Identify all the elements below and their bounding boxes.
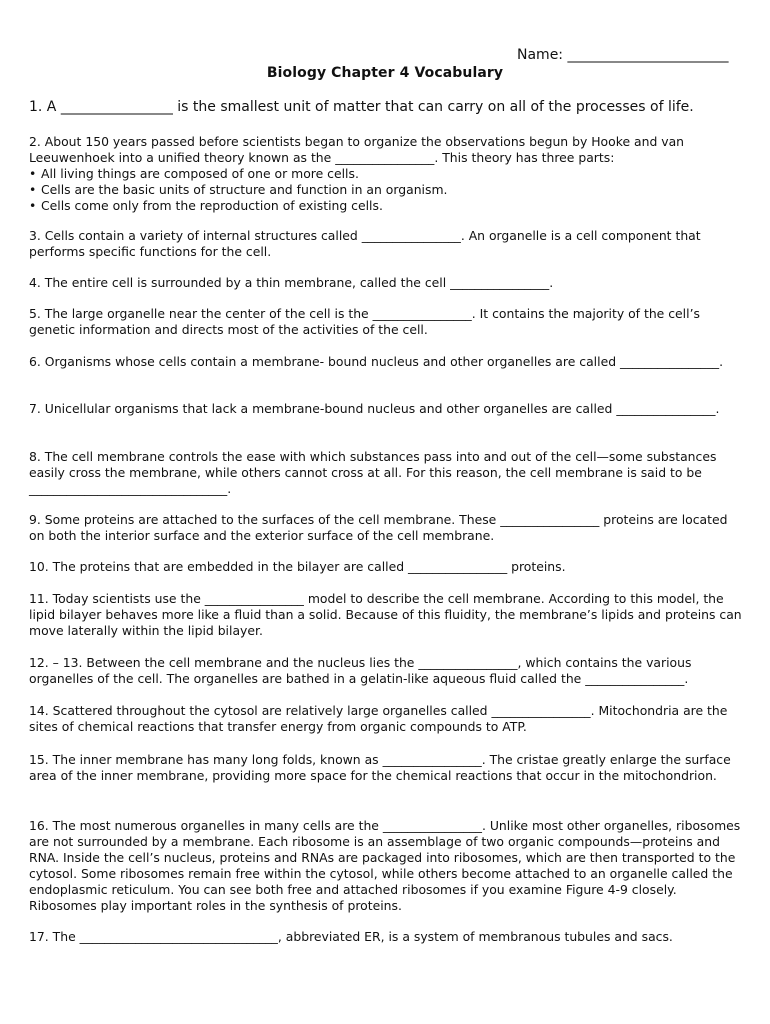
question-8: 8. The cell membrane controls the ease with which substances pass into and out of the cell—some substances easily cross the membrane, while others cannot cross at all. For this reason, the cell membrane is said to be ________________________________. <box>29 449 717 496</box>
question-2-bullets <box>29 166 745 214</box>
question-5: 5. The large organelle near the center of the cell is the ________________. It contains the majority of the cell’s genetic information and directs most of the activities of the cell. <box>29 306 700 337</box>
page-title: Biology Chapter 4 Vocabulary <box>266 65 504 81</box>
name-field-label: Name: _______________________ <box>517 47 729 63</box>
bullet-text: All living things are composed of one or more cells. <box>41 166 359 181</box>
question-14: 14. Scattered throughout the cytosol are relatively large organelles called ________________. Mitochondria are the sites of chemical reactions that transfer energy from organic compounds to ATP. <box>29 703 728 734</box>
question-9: 9. Some proteins are attached to the surfaces of the cell membrane. These ________________ proteins are located on both the interior surface and the exterior surface of the cell membrane. <box>29 512 728 543</box>
bullet-text: Cells come only from the reproduction of existing cells. <box>41 198 383 213</box>
question-16: 16. The most numerous organelles in many cells are the ________________. Unlike most other organelles, ribosomes are not surrounded by a membrane. Each ribosome is an assemblage of two organic compounds—proteins and RNA. Inside the cell’s nucleus, proteins and RNAs are packaged into ribosomes, which are then transported to the cytosol. Some ribosomes remain free within the cytosol, while others become attached to an organelle called the endoplasmic reticulum. You can see both free and attached ribosomes if you examine Figure 4-9 closely. Ribosomes play important roles in the synthesis of proteins. <box>29 818 741 913</box>
question-2-text: 2. About 150 years passed before scientists began to organize the observations begun by Hooke and van Leeuwenhoek into a unified theory known as the ________________. This theory has three parts: <box>29 134 685 165</box>
question-7: 7. Unicellular organisms that lack a membrane-bound nucleus and other organelles are called ________________. <box>29 401 720 416</box>
bullet-item <box>29 166 745 182</box>
question-4: 4. The entire cell is surrounded by a thin membrane, called the cell ________________. <box>29 275 554 290</box>
question-1: 1. A ________________ is the smallest unit of matter that can carry on all of the processes of life. <box>29 99 694 115</box>
question-6: 6. Organisms whose cells contain a membrane- bound nucleus and other organelles are called ________________. <box>29 354 724 369</box>
question-10: 10. The proteins that are embedded in the bilayer are called ________________ proteins. <box>29 559 566 574</box>
question-17: 17. The ________________________________, abbreviated ER, is a system of membranous tubules and sacs. <box>29 929 673 944</box>
bullet-icon: • <box>29 166 37 181</box>
question-15: 15. The inner membrane has many long folds, known as ________________. The cristae greatly enlarge the surface area of the inner membrane, providing more space for the chemical reactions that occur in the mitochondrion. <box>29 752 731 783</box>
question-2 <box>29 134 745 214</box>
question-12-13: 12. – 13. Between the cell membrane and the nucleus lies the ________________, which contains the various organelles of the cell. The organelles are bathed in a gelatin-like aqueous fluid called the ________________. <box>29 655 692 686</box>
question-11: 11. Today scientists use the ________________ model to describe the cell membrane. According to this model, the lipid bilayer behaves more like a fluid than a solid. Because of this fluidity, the membrane’s lipids and proteins can move laterally within the lipid bilayer. <box>29 591 742 638</box>
bullet-icon: • <box>29 182 37 197</box>
bullet-item <box>29 198 745 214</box>
bullet-text: Cells are the basic units of structure and function in an organism. <box>41 182 448 197</box>
question-3: 3. Cells contain a variety of internal structures called ________________. An organelle is a cell component that performs specific functions for the cell. <box>29 228 701 259</box>
bullet-item <box>29 182 745 198</box>
bullet-icon: • <box>29 198 37 213</box>
